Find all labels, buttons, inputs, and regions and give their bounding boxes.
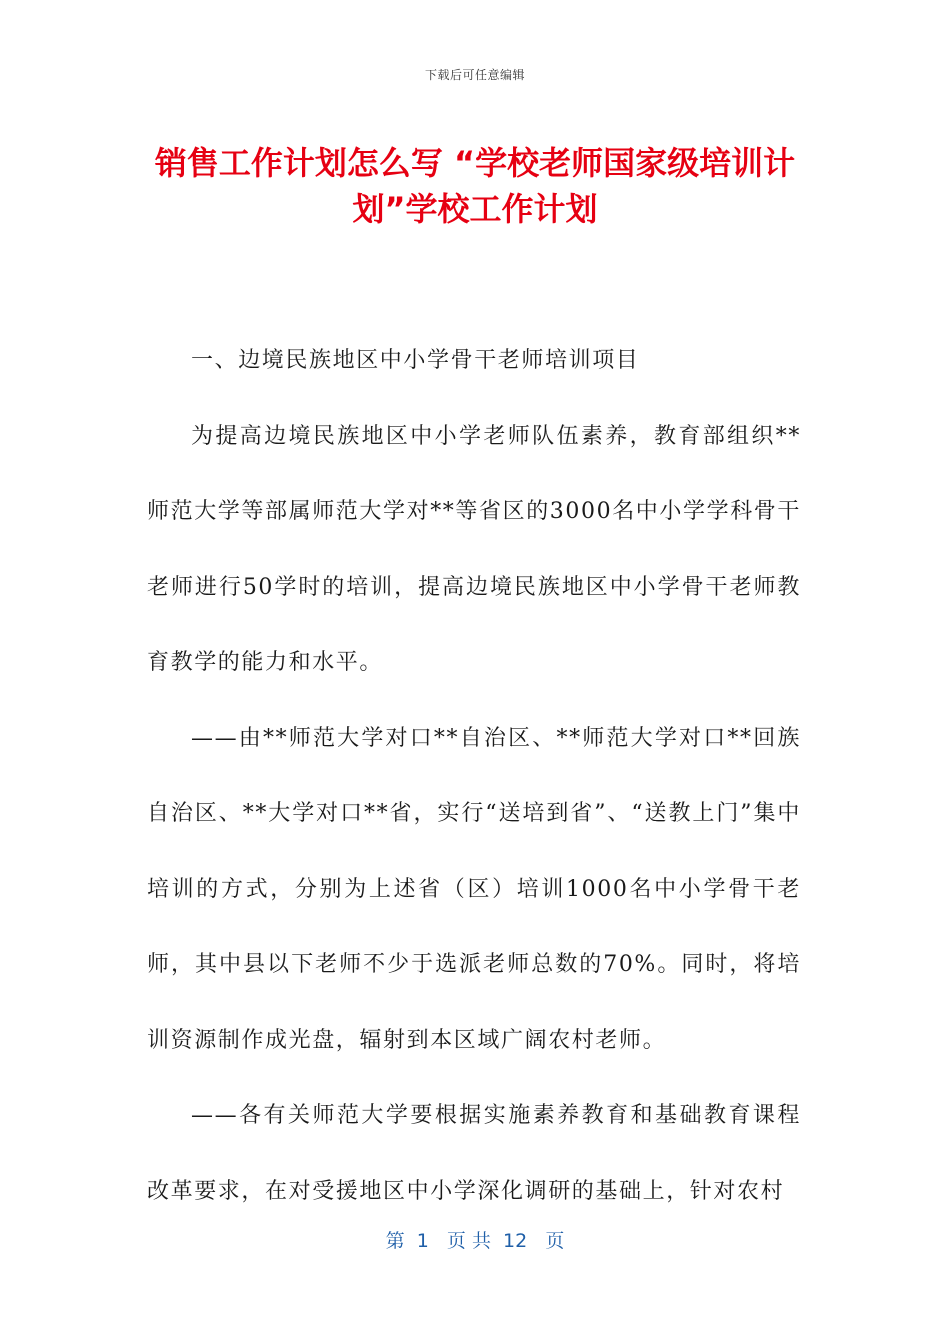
download-note: 下载后可任意编辑 <box>424 68 525 82</box>
page-number: 第 1 页 共 12 页 <box>385 1230 565 1252</box>
paragraph: ——各有关师范大学要根据实施素养教育和基础教育课程改革要求，在对受援地区中小学深化调研的基础上，针对农村 <box>147 1103 801 1204</box>
document-body <box>147 323 801 1229</box>
paragraph: ——由**师范大学对口**自治区、**师范大学对口**回族自治区、**大学对口**省，实行“送培到省”、“送教上门”集中培训的方式，分别为上述省（区）培训1000名中小学骨干老师，其中县以下老师不少于选派老师总数的70%。同时，将培训资源制作成光盘，辐射到本区域广阔农村老师。 <box>147 725 801 1053</box>
document-title: 销售工作计划怎么写 “学校老师国家级培训计划”学校工作计划 <box>154 144 796 228</box>
paragraph: 为提高边境民族地区中小学老师队伍素养，教育部组织**师范大学等部属师范大学对**等省区的3000名中小学学科骨干老师进行50学时的培训，提高边境民族地区中小学骨干老师教育教学的能力和水平。 <box>147 423 801 675</box>
section-heading: 一、边境民族地区中小学骨干老师培训项目 <box>191 348 640 373</box>
